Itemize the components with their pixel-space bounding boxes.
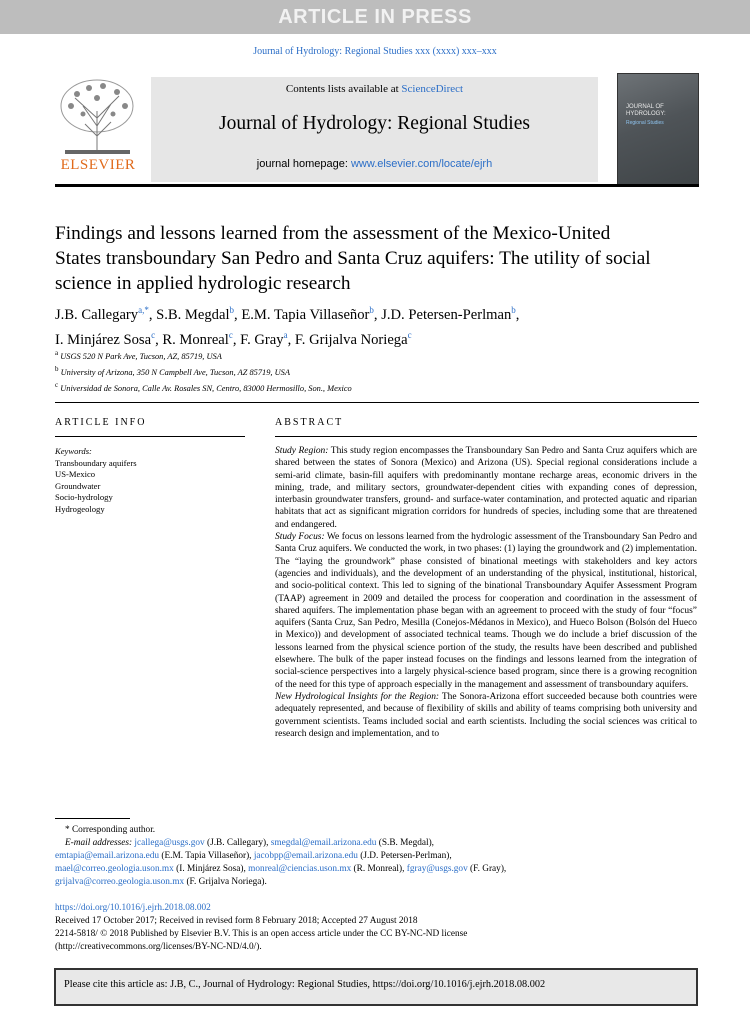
- email-link[interactable]: emtapia@email.arizona.edu: [55, 850, 160, 861]
- author: R. Monreal$^c$: [162, 329, 233, 348]
- keywords-label: Keywords:: [55, 446, 92, 456]
- email-link[interactable]: jcallega@usgs.gov: [134, 837, 205, 848]
- corresponding-author-note: * Corresponding author.: [65, 825, 156, 835]
- author-affiliation-mark[interactable]: a: [283, 329, 288, 340]
- cover-title: [626, 104, 666, 118]
- homepage-prefix: journal homepage:: [256, 158, 351, 170]
- author: J.B. Callegary$^{a,*}$: [55, 305, 149, 323]
- email-link[interactable]: mael@correo.geologia.uson.mx: [55, 863, 174, 874]
- received-dates: Received 17 October 2017; Received in revised form 8 February 2018; Accepted 27 August 2018: [55, 915, 418, 926]
- contents-prefix: Contents lists available at: [285, 83, 402, 95]
- author-affiliation-mark[interactable]: c: [228, 329, 233, 340]
- email-link[interactable]: fgray@usgs.gov: [406, 863, 468, 874]
- abstract-paragraph: New Hydrological Insights for the Region: The Sonora-Arizona effort succeeded because both countries were adequately represented, and because of flexibility of skills and ability of teams comprising both university and government scientists. Teams included social and earth scientists. Including the social sciences was critical to research design and implementation, and to: [275, 691, 697, 739]
- top-divider: [55, 402, 699, 403]
- abstract-paragraph: Study Focus: We focus on lessons learned from the hydrologic assessment of the Transboundary San Pedro and Santa Cruz aquifers. We conducted the work, in two phases: (1) laying the groundwork and (2) implementation. The “laying the groundwork” phase consisted of binational meetings with stakeholders and key actors (agencies and individuals), and the development of an understanding of the physical, institutional, historical, and socio-political context. This led to signing of the binational Transboundary Aquifer Assessment Program (TAAP) agreement in 2009 and detailed the process for cooperation and coordination in the assessment of shared aquifers. The implementation phase began with an agreement to proceed with the study of four “focus” aquifers (Santa Cruz, San Pedro, Mesilla (Conejos-Médanos in Mexico), and Hueco Bolson (Bolsón del Hueco in Mexico)) and development of associated technical teams. Though we do include a brief discussion of the lessons learned from the physical science portion of the study, the results have been described and published elsewhere. The bulk of the paper instead focuses on the findings and lessons learned from the integration of social-science perspectives into a largely physical-science based program, since there is a growing recognition of the need for this type of approach especially in the management and assessment of transboundary aquifers.: [275, 532, 697, 690]
- header-divider: [55, 184, 699, 187]
- affiliation-item: $^a$ USGS 520 N Park Ave, Tucson, AZ, 85719, USA: [55, 349, 222, 361]
- elsevier-wordmark: ELSEVIER: [60, 157, 136, 173]
- affiliation-item: $^b$ University of Arizona, 350 N Campbell Ave, Tucson, AZ 85719, USA: [55, 364, 290, 377]
- article-info-heading: ARTICLE INFO: [55, 417, 147, 428]
- cite-this-article-box: [54, 968, 698, 1006]
- journal-cover-image: [617, 73, 699, 185]
- email-link[interactable]: monreal@ciencias.uson.mx: [248, 863, 352, 874]
- journal-citation-link[interactable]: Journal of Hydrology: Regional Studies xxx (xxxx) xxx–xxx: [253, 46, 497, 57]
- affiliation-list: [55, 347, 695, 394]
- keyword-item: Socio-hydrology: [55, 492, 113, 503]
- sciencedirect-link[interactable]: ScienceDirect: [401, 83, 464, 95]
- contents-line: [151, 83, 598, 95]
- doi-link[interactable]: https://doi.org/10.1016/j.ejrh.2018.08.002: [55, 903, 211, 913]
- author-list: J.B. Callegary$^{a,*}$, S.B. Megdal$^b$, E.M. Tapia Villaseñor$^b$, J.D. Petersen-Perlman$^b$, I. Minjárez Sosa$^c$, R. Monreal$^c$, F. Gray$^a$, F. Grijalva Noriega$^c$: [55, 305, 520, 348]
- keywords-section: [55, 446, 245, 516]
- author-affiliation-mark[interactable]: c: [151, 329, 156, 340]
- author: E.M. Tapia Villaseñor$^b$: [241, 305, 374, 323]
- abstract-lead: Study Region:: [275, 446, 329, 456]
- author-affiliation-mark[interactable]: b: [511, 305, 516, 315]
- author: I. Minjárez Sosa$^c$: [55, 329, 156, 348]
- journal-title: Journal of Hydrology: Regional Studies: [219, 113, 530, 134]
- abstract-lead: Study Focus:: [275, 532, 325, 543]
- article-info-divider: [55, 436, 245, 437]
- journal-header: [151, 77, 598, 182]
- article-in-press-banner: [0, 0, 750, 34]
- abstract-lead: New Hydrological Insights for the Region:: [275, 691, 440, 702]
- cover-subtitle: Regional Studies: [626, 120, 664, 126]
- author: J.D. Petersen-Perlman$^b$: [381, 305, 516, 323]
- email-link[interactable]: jacobpp@email.arizona.edu: [253, 850, 358, 861]
- author-affiliation-mark[interactable]: a,*: [138, 305, 149, 315]
- keyword-item: Hydrogeology: [55, 503, 105, 514]
- author: S.B. Megdal$^b$: [156, 305, 235, 323]
- affiliation-item: $^c$ Universidad de Sonora, Calle Av. Rosales SN, Centro, 83000 Hermosillo, Son., Mexico: [55, 380, 352, 393]
- abstract-heading: ABSTRACT: [275, 417, 344, 428]
- license-url: (http://creativecommons.org/licenses/BY-NC-ND/4.0/).: [55, 941, 262, 952]
- email-line: emtapia@email.arizona.edu (E.M. Tapia Villaseñor), jacobpp@email.arizona.edu (J.D. Petersen-Perlman),: [55, 850, 452, 861]
- author: F. Grijalva Noriega$^c$: [294, 329, 412, 348]
- email-line: grijalva@correo.geologia.uson.mx (F. Grijalva Noriega).: [55, 876, 267, 887]
- cover-title-line-2: HYDROLOGY:: [626, 111, 666, 117]
- author-affiliation-mark[interactable]: c: [407, 329, 412, 340]
- author: F. Gray$^a$: [240, 329, 288, 348]
- homepage-line: [151, 158, 598, 170]
- author-affiliation-mark[interactable]: b: [229, 305, 235, 315]
- paper-title: Findings and lessons learned from the assessment of the Mexico-United States transboundary San Pedro and Santa Cruz aquifers: The utility of social science in applied hydrologic research: [55, 223, 651, 294]
- publication-info: [55, 902, 695, 954]
- author-affiliation-mark[interactable]: b: [369, 305, 374, 315]
- banner-label: ARTICLE IN PRESS: [278, 6, 472, 28]
- footnote-divider: [55, 818, 130, 819]
- license-statement: 2214-5818/ © 2018 Published by Elsevier B.V. This is an open access article under the CC BY-NC-ND license: [55, 928, 468, 939]
- email-link[interactable]: smegdal@email.arizona.edu: [270, 837, 377, 848]
- email-line: E-mail addresses: jcallega@usgs.gov (J.B. Callegary), smegdal@email.arizona.edu (S.B. Megdal),: [65, 837, 434, 848]
- keyword-item: Groundwater: [55, 480, 101, 491]
- footnotes: [55, 824, 695, 889]
- email-link[interactable]: grijalva@correo.geologia.uson.mx: [55, 876, 185, 887]
- abstract-divider: [275, 436, 697, 437]
- abstract-paragraph: Study Region: This study region encompasses the Transboundary San Pedro and Santa Cruz aquifers which are shared between the states of Sonora (Mexico) and Arizona (US). Special regional considerations include a semi-arid climate, basin-fill aquifers with predominantly montane recharge areas, economic drivers in the mining, trade, and military sectors, groundwater-dependent cities with expanding cones of depression, interbasin groundwater transfers, ground- and surface-water contamination, and protected aquatic and riparian habitats that act as significant migration corridors for hundreds of species, including some that are threatened and endangered.: [275, 446, 697, 530]
- email-label: E-mail addresses:: [65, 837, 133, 848]
- cover-title-line-1: JOURNAL OF: [626, 104, 664, 110]
- email-line: mael@correo.geologia.uson.mx (I. Minjárez Sosa), monreal@ciencias.uson.mx (R. Monreal), fgray@usgs.gov (F. Gray),: [55, 863, 507, 874]
- keyword-item: Transboundary aquifers: [55, 457, 137, 468]
- cite-text: Please cite this article as: J.B, C., Journal of Hydrology: Regional Studies, https://doi.org/10.1016/j.ejrh.2018.08.002: [64, 979, 546, 990]
- homepage-link[interactable]: www.elsevier.com/locate/ejrh: [350, 158, 493, 170]
- keyword-item: US-Mexico: [55, 469, 96, 480]
- abstract-body: [275, 445, 697, 740]
